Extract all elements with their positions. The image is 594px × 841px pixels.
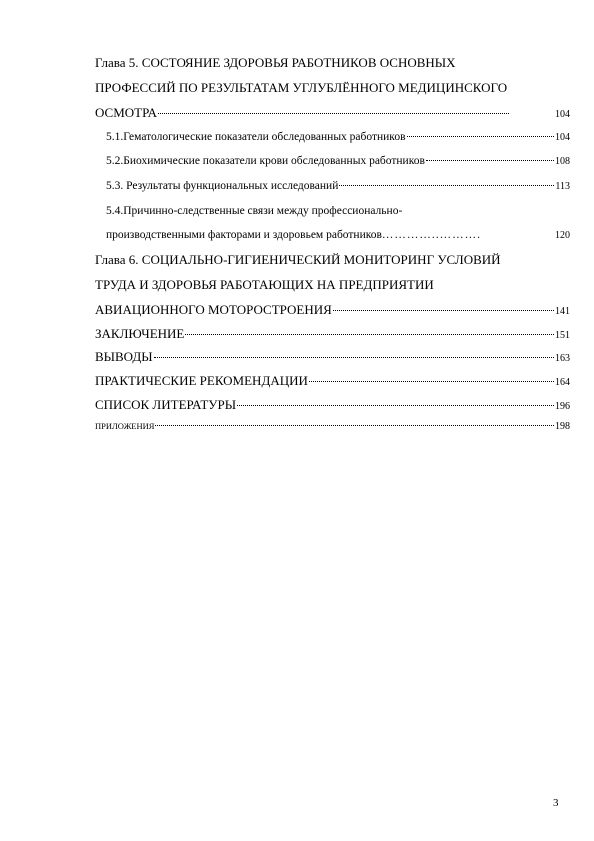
toc-entry-recommendations[interactable] bbox=[95, 374, 570, 388]
toc-chapter5-title-line3: ОСМОТРА bbox=[95, 105, 158, 120]
toc-chapter5-title-line1: Глава 5. СОСТОЯНИЕ ЗДОРОВЬЯ РАБОТНИКОВ ОСНОВНЫХ bbox=[95, 55, 456, 70]
toc-entry-references[interactable] bbox=[95, 398, 570, 412]
toc-entry-findings[interactable] bbox=[95, 350, 570, 364]
leader-dots bbox=[426, 160, 554, 161]
toc-page-number: 108 bbox=[555, 156, 570, 167]
leader-dots bbox=[309, 381, 554, 382]
toc-entry-appendices[interactable] bbox=[95, 422, 570, 432]
toc-page-number: 104 bbox=[555, 109, 570, 120]
toc-page-number: 120 bbox=[555, 230, 570, 241]
toc-conclusion-title: ЗАКЛЮЧЕНИЕ bbox=[95, 326, 185, 341]
toc-findings-title: ВЫВОДЫ bbox=[95, 349, 153, 364]
toc-page-number: 198 bbox=[555, 421, 570, 432]
leader-dots bbox=[333, 310, 554, 311]
leader-dots bbox=[154, 357, 554, 358]
page-number: 3 bbox=[553, 797, 559, 809]
toc-references-title: СПИСОК ЛИТЕРАТУРЫ bbox=[95, 397, 237, 412]
leader-dots bbox=[185, 334, 554, 335]
toc-chapter5-title-line2: ПРОФЕССИЙ ПО РЕЗУЛЬТАТАМ УГЛУБЛЁННОГО МЕДИЦИНСКОГО bbox=[95, 80, 508, 95]
leader-dots-text: …………..………. bbox=[381, 230, 482, 241]
toc-page-number: 196 bbox=[555, 401, 570, 412]
toc-page-number: 164 bbox=[555, 377, 570, 388]
toc-entry-conclusion[interactable] bbox=[95, 327, 570, 341]
toc-entry-section-5-2[interactable] bbox=[106, 156, 570, 168]
toc-page-number: 113 bbox=[555, 181, 570, 192]
toc-page-number: 104 bbox=[555, 132, 570, 143]
toc-recommendations-title: ПРАКТИЧЕСКИЕ РЕКОМЕНДАЦИИ bbox=[95, 373, 308, 388]
toc-entry-chapter6[interactable] bbox=[95, 303, 570, 317]
toc-entry-chapter5[interactable] bbox=[95, 106, 570, 120]
toc-page-number: 163 bbox=[555, 353, 570, 364]
leader-dots bbox=[339, 185, 554, 186]
toc-chapter6-title-line1: Глава 6. СОЦИАЛЬНО-ГИГИЕНИЧЕСКИЙ МОНИТОРИНГ УСЛОВИЙ bbox=[95, 252, 501, 267]
toc-appendices-title: ПРИЛОЖЕНИЯ bbox=[95, 421, 155, 431]
toc-entry-section-5-4[interactable] bbox=[106, 230, 570, 242]
toc-chapter6-title-line3: АВИАЦИОННОГО МОТОРОСТРОЕНИЯ bbox=[95, 302, 332, 317]
leader-dots bbox=[237, 405, 554, 406]
toc-section-title: 5.1.Гематологические показатели обследованных работников bbox=[106, 131, 406, 143]
toc-page-number: 151 bbox=[555, 330, 570, 341]
toc-section-5-4-title-line1: 5.4.Причинно-следственные связи между профессионально- bbox=[106, 205, 403, 217]
toc-entry-section-5-1[interactable] bbox=[106, 132, 570, 144]
leader-dots bbox=[407, 136, 555, 137]
leader-dots bbox=[155, 425, 554, 426]
toc-chapter6-title-line2: ТРУДА И ЗДОРОВЬЯ РАБОТАЮЩИХ НА ПРЕДПРИЯТИИ bbox=[95, 277, 434, 292]
leader-dots bbox=[158, 113, 509, 114]
toc-entry-section-5-3[interactable] bbox=[106, 181, 570, 193]
toc-section-title: 5.3. Результаты функциональных исследований bbox=[106, 180, 339, 192]
toc-section-5-4-title-line2: производственными факторами и здоровьем работников bbox=[106, 229, 382, 241]
toc-section-title: 5.2.Биохимические показатели крови обследованных работников bbox=[106, 155, 425, 167]
toc-page-number: 141 bbox=[555, 306, 570, 317]
